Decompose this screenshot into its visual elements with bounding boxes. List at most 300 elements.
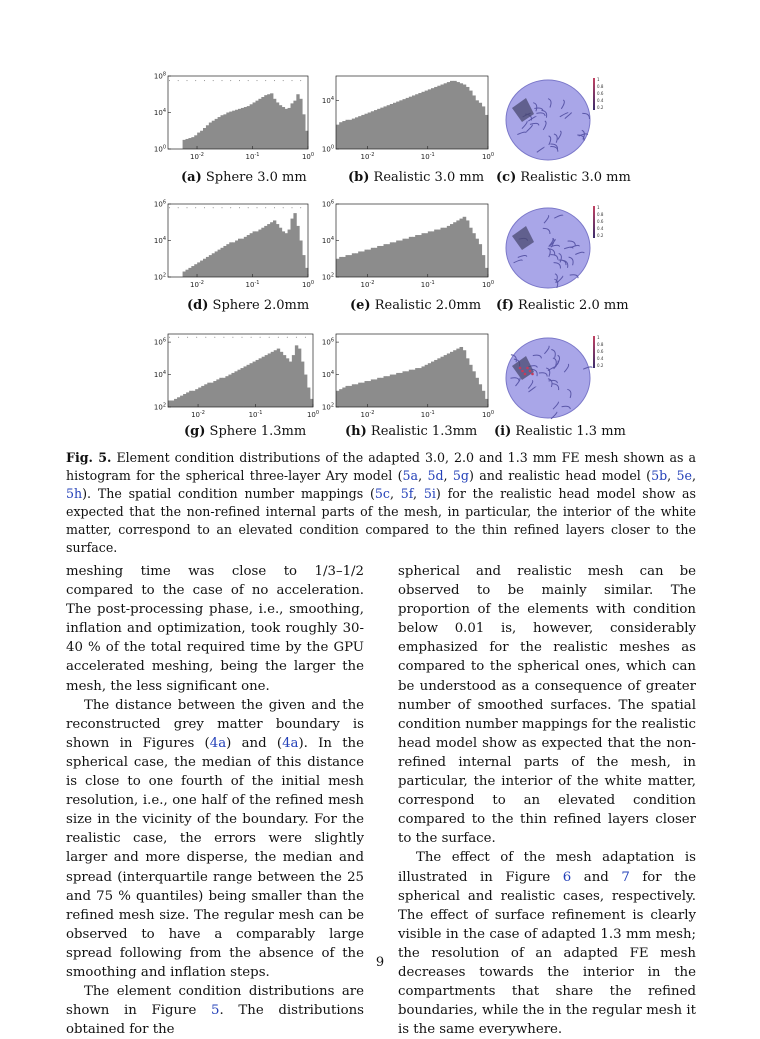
histogram-bar <box>377 109 381 149</box>
x-tick-exponent: -1 <box>257 410 263 416</box>
histogram-bar <box>180 396 183 407</box>
histogram-bar <box>339 122 343 149</box>
outlier-dot <box>195 80 196 81</box>
x-tick-exponent: -2 <box>369 152 375 158</box>
y-tick-exponent: 2 <box>162 402 166 409</box>
histogram-bar <box>428 231 432 277</box>
histogram-bar <box>282 231 285 277</box>
histogram-bar <box>342 257 346 277</box>
x-tick-label: $10^0$ <box>481 410 495 419</box>
x-tick-label: $10^{-2}$ <box>191 410 206 419</box>
x-tick-exponent: 0 <box>310 152 315 158</box>
histogram-bar <box>218 117 221 149</box>
histogram-bar <box>336 125 340 149</box>
ref-link[interactable]: 7 <box>621 869 630 885</box>
histogram-bar <box>198 388 201 407</box>
colorbar-label: 0.8 <box>597 342 604 347</box>
histogram-bar <box>349 255 353 277</box>
outlier-dot <box>169 337 170 338</box>
histogram-bar <box>197 133 200 149</box>
histogram-bar <box>390 375 394 407</box>
histogram-bar <box>355 253 359 277</box>
outlier-dot <box>178 80 179 81</box>
histogram-bar <box>292 355 295 407</box>
histogram-panel-h <box>315 328 495 423</box>
brain-mesh-svg <box>500 72 610 167</box>
histogram-bar <box>279 228 282 277</box>
ref-link[interactable]: 4a <box>282 735 299 751</box>
histogram-bar <box>390 242 394 277</box>
histogram-bar <box>223 114 226 149</box>
y-tick-label: $10^4$ <box>153 236 166 245</box>
histogram-bar <box>431 362 435 407</box>
ref-link[interactable]: 5h <box>66 486 83 501</box>
sublabel-c: (c) Realistic 3.0 mm <box>496 170 631 185</box>
histogram-bar <box>342 388 346 407</box>
elevated-condition-spot <box>531 373 534 376</box>
histogram-bar <box>422 233 426 277</box>
colorbar-label: 0.6 <box>597 91 604 96</box>
x-tick-label: $10^{-1}$ <box>248 410 263 419</box>
ref-link[interactable]: 5a <box>402 468 419 483</box>
histogram-bar <box>418 93 422 149</box>
histogram-bar <box>271 352 274 407</box>
histogram-bar <box>361 115 365 149</box>
histogram-bar <box>406 239 410 277</box>
y-tick-exponent: 2 <box>162 272 166 279</box>
histogram-bar <box>437 86 441 149</box>
y-tick-label: $10^4$ <box>153 370 166 380</box>
histogram-bar <box>201 386 204 407</box>
histogram-bar <box>247 235 250 277</box>
histogram-bar <box>412 95 416 149</box>
outlier-dot <box>257 80 258 81</box>
sublabel-d: (d) Sphere 2.0mm <box>187 298 310 313</box>
histogram-bar <box>396 241 400 278</box>
histogram-bar <box>235 241 238 278</box>
outlier-dot <box>242 337 243 338</box>
brain-mapping-panel-f <box>500 200 610 295</box>
sublabel-a: (a) Sphere 3.0 mm <box>181 170 307 185</box>
histogram-bar <box>171 401 174 407</box>
colorbar-label: 0.2 <box>597 233 604 238</box>
x-tick-exponent: -1 <box>429 410 435 416</box>
elevated-condition-spot <box>524 373 527 376</box>
histogram-bar <box>279 105 282 149</box>
histogram-panel-a <box>150 70 315 165</box>
histogram-svg <box>150 70 315 165</box>
outlier-dot <box>178 337 179 338</box>
histogram-bar <box>219 378 222 407</box>
y-tick-exponent: 4 <box>330 95 334 102</box>
histogram-bar <box>380 108 384 149</box>
histogram-bar <box>450 224 454 277</box>
brain-mapping-panel-i <box>500 330 610 425</box>
histogram-bar <box>393 103 397 149</box>
histogram-bar <box>444 83 448 149</box>
histogram-bar <box>256 360 259 407</box>
histogram-bar <box>346 120 350 149</box>
histogram-bar <box>418 235 422 277</box>
histogram-bar <box>393 375 397 407</box>
histogram-bar <box>200 131 203 149</box>
y-tick-label: $10^0$ <box>153 144 166 154</box>
histogram-bar <box>399 373 403 407</box>
y-tick-exponent: 6 <box>162 199 166 206</box>
histogram-bar <box>422 366 426 407</box>
x-tick-label: $10^0$ <box>306 410 320 419</box>
histogram-bar <box>371 111 375 149</box>
histogram-bar <box>283 355 286 407</box>
histogram-bar <box>221 248 224 277</box>
histogram-bar <box>463 350 467 407</box>
y-tick-label: $10^4$ <box>321 236 334 245</box>
outlier-dot <box>257 207 258 208</box>
x-tick-label: $10^{-1}$ <box>420 152 435 161</box>
histogram-bar <box>418 368 422 407</box>
histogram-bar <box>387 244 391 277</box>
histogram-bar <box>431 231 435 277</box>
histogram-bar <box>415 94 419 149</box>
histogram-bar <box>475 100 479 149</box>
histogram-bar <box>250 104 253 149</box>
histogram-bar <box>374 110 378 149</box>
histogram-bar <box>212 253 215 277</box>
histogram-bar <box>270 222 273 277</box>
histogram-bar <box>403 371 407 407</box>
outlier-dot <box>230 80 231 81</box>
histogram-bar <box>204 384 207 407</box>
histogram-bar <box>261 97 264 149</box>
y-tick-exponent: 0 <box>162 144 166 151</box>
histogram-bar <box>403 99 407 149</box>
outlier-dot <box>278 337 279 338</box>
x-tick-exponent: 0 <box>310 280 315 286</box>
histogram-bar <box>415 368 419 407</box>
histogram-bar <box>244 366 247 407</box>
histogram-bar <box>189 391 192 407</box>
colorbar-label: 0.8 <box>597 212 604 217</box>
histogram-bar <box>365 381 369 407</box>
histogram-bar <box>289 362 292 407</box>
histogram-bar <box>365 114 369 149</box>
histogram-bar <box>218 250 221 277</box>
histogram-bar <box>479 384 483 407</box>
histogram-bar <box>456 82 460 149</box>
histogram-bar <box>415 235 419 277</box>
x-tick-label: $10^{-2}$ <box>190 152 204 161</box>
histogram-bar <box>186 392 189 407</box>
x-tick-label: $10^{-1}$ <box>245 280 260 289</box>
histogram-bar <box>469 365 473 407</box>
histogram-bar <box>191 137 194 149</box>
outlier-dot <box>239 80 240 81</box>
histogram-bar <box>469 228 473 277</box>
histogram-bar <box>234 371 237 407</box>
elevated-condition-spot <box>529 370 532 373</box>
y-tick-exponent: 2 <box>330 402 334 409</box>
outlier-dot <box>213 207 214 208</box>
elevated-condition-spot <box>526 367 529 370</box>
elevated-condition-spot <box>519 367 522 370</box>
histogram-bar <box>276 102 279 149</box>
histogram-bar <box>247 106 250 149</box>
histogram-bar <box>215 119 218 149</box>
histogram-bar <box>339 389 343 407</box>
ref-link[interactable]: 5g <box>452 468 469 483</box>
outlier-dot <box>204 80 205 81</box>
histogram-bar <box>342 121 346 149</box>
histogram-bar <box>393 242 397 277</box>
ref-link[interactable]: 5 <box>211 1003 220 1019</box>
elevated-condition-spot <box>521 370 524 373</box>
histogram-bar <box>466 358 470 407</box>
histogram-bar <box>352 253 356 277</box>
x-tick-label: $10^{-2}$ <box>360 280 375 289</box>
histogram-bar <box>191 266 194 277</box>
histogram-bar <box>253 102 256 149</box>
y-tick-exponent: 4 <box>162 108 166 114</box>
histogram-bar <box>444 355 448 407</box>
histogram-bar <box>226 113 229 150</box>
histogram-bar <box>368 250 372 277</box>
histogram-bar <box>203 128 206 149</box>
outlier-dot <box>232 337 233 338</box>
caption-label: Fig. 5. <box>66 450 112 465</box>
histogram-bar <box>463 217 467 277</box>
histogram-bar <box>441 357 445 407</box>
histogram-bar <box>302 114 305 149</box>
histogram-bar <box>213 381 216 407</box>
histogram-bar <box>447 82 451 149</box>
histogram-bar <box>222 378 225 407</box>
outlier-dot <box>265 80 266 81</box>
histogram-bar <box>399 241 403 278</box>
x-tick-exponent: -1 <box>254 152 260 158</box>
outlier-dot <box>239 207 240 208</box>
histogram-bar <box>277 349 280 407</box>
histogram-svg <box>318 70 495 165</box>
histogram-bar <box>291 219 294 277</box>
ref-link[interactable]: 4a <box>209 735 227 751</box>
histogram-bar <box>374 248 378 277</box>
sublabel-i: (i) Realistic 1.3 mm <box>494 424 626 439</box>
histogram-bar <box>270 93 273 149</box>
histogram-bar <box>209 123 212 149</box>
histogram-panel-e <box>318 198 495 293</box>
histogram-bar <box>346 255 350 277</box>
histogram-bar <box>377 378 381 407</box>
ref-link[interactable]: 5d <box>427 468 444 483</box>
histogram-bar <box>307 388 310 407</box>
ref-link[interactable]: 5c <box>374 486 390 501</box>
histogram-bar <box>285 233 288 277</box>
histogram-bar <box>188 268 191 277</box>
histogram-bar <box>186 270 189 277</box>
outlier-dot <box>305 337 306 338</box>
y-tick-exponent: 6 <box>162 337 166 344</box>
x-tick-exponent: -2 <box>369 410 375 416</box>
histogram-bar <box>361 383 365 407</box>
ref-link[interactable]: 5i <box>423 486 436 501</box>
histogram-bar <box>288 108 291 149</box>
histogram-bar <box>177 397 180 407</box>
colorbar-label: 0.2 <box>597 363 604 368</box>
x-tick-label: $10^0$ <box>301 280 315 289</box>
histogram-bar <box>368 381 372 407</box>
x-tick-exponent: -2 <box>198 152 204 158</box>
paragraph: meshing time was close to 1/3–1/2 compared to the case of no acceleration. The post-processing phase, i.e., smoothing, inflation and optimization, took roughly 30-40 % of the total required time by the GPU accelerated meshing, being the larger the mesh, the less significant one. <box>66 564 364 694</box>
y-tick-label: $10^6$ <box>321 199 334 209</box>
histogram-bar <box>206 125 209 149</box>
histogram-bar <box>258 230 261 277</box>
histogram-bar <box>447 353 451 407</box>
colorbar-label: 0.8 <box>597 84 604 89</box>
x-tick-label: $10^{-1}$ <box>420 280 435 289</box>
colorbar-label: 0.6 <box>597 349 604 354</box>
outlier-dot <box>169 207 170 208</box>
y-tick-exponent: 4 <box>162 236 166 242</box>
histogram-bar <box>276 224 279 277</box>
x-tick-label: $10^{-1}$ <box>420 410 435 419</box>
histogram-bar <box>466 220 470 277</box>
histogram-bar <box>280 352 283 407</box>
histogram-bar <box>259 358 262 407</box>
histogram-bar <box>349 120 353 149</box>
histogram-bar <box>437 358 441 407</box>
y-tick-label: $10^2$ <box>321 402 334 412</box>
y-tick-exponent: 6 <box>330 337 334 344</box>
outlier-dot <box>196 337 197 338</box>
histogram-bar <box>286 358 289 407</box>
histogram-bar <box>295 345 298 407</box>
histogram-bar <box>288 230 291 277</box>
paragraph: spherical and realistic mesh can be observed to be mainly similar. The proportion of the elements with condition below 0.01 is, however, considerably emphasized for the realistic meshes as compared to the spherical ones, which can be understood as a consequence of greater number of smoothed surfaces. The spatial condition number mappings for the realistic head model show as expected that the non-refined internal parts of the mesh, in particular, the interior of the white matter, correspond to an elevated condition compared to the thin refined layers closer to the surface. <box>398 564 696 847</box>
outlier-dot <box>274 80 275 81</box>
histogram-bar <box>237 370 240 407</box>
paragraph: The distance between the given and the reconstructed grey matter boundary is shown in Figures (4a) and (4a). In the spherical case, the median of this distance is close to one fourth of the initial mesh resolution, i.e., one half of the refined mesh size in the vicinity of the boundary. For the realistic case, the errors were slightly larger and more disperse, the median and spread (interquartile range between the 25 and 75 % quantiles) being smaller than the refined mesh size. The regular mesh can be observed to have a comparably large spread following from the absence of the smoothing and inflation steps. <box>66 697 364 980</box>
x-tick-exponent: -2 <box>198 280 204 286</box>
histogram-bar <box>428 89 432 149</box>
sublabel-b: (b) Realistic 3.0 mm <box>348 170 485 185</box>
histogram-bar <box>453 350 457 407</box>
histogram-bar <box>273 99 276 149</box>
histogram-bar <box>247 365 250 407</box>
figure-caption: Fig. 5. Element condition distributions of the adapted 3.0, 2.0 and 1.3 mm FE mesh shown as a histogram for the spherical three-layer Ary model (5a, 5d, 5g) and realistic head model (5b, 5e, 5h). The spatial condition number mappings (5c, 5f, 5i) for the realistic head model show as expected that the non-refined internal parts of the mesh, in particular, the interior of the white matter, correspond to an elevated condition compared to the thin refined layers closer to the surface. <box>66 450 697 555</box>
histogram-bar <box>482 391 486 407</box>
histogram-bar <box>192 391 195 407</box>
y-tick-label: $10^8$ <box>153 71 166 81</box>
histogram-bar <box>409 370 413 407</box>
histogram-bar <box>479 103 483 149</box>
outlier-dot <box>187 80 188 81</box>
x-tick-exponent: -1 <box>429 280 435 286</box>
y-tick-label: $10^6$ <box>153 337 166 347</box>
histogram-bar <box>358 251 362 277</box>
histogram-bar <box>206 257 209 277</box>
histogram-bar <box>387 105 391 149</box>
histogram-bar <box>453 222 457 277</box>
histogram-bar <box>453 81 457 149</box>
histogram-bar <box>241 108 244 149</box>
histogram-bar <box>355 384 359 407</box>
outlier-dot <box>248 80 249 81</box>
ref-link[interactable]: 5e <box>676 468 692 483</box>
outlier-dot <box>300 80 301 81</box>
ref-link[interactable]: 5f <box>400 486 414 501</box>
histogram-bar <box>368 113 372 150</box>
outlier-dot <box>300 207 301 208</box>
y-tick-exponent: 4 <box>330 370 334 377</box>
histogram-bar <box>183 272 186 277</box>
y-tick-label: $10^4$ <box>153 108 166 117</box>
histogram-bar <box>460 83 464 149</box>
histogram-bar <box>396 373 400 407</box>
histogram-bar <box>291 103 294 149</box>
sublabel-h: (h) Realistic 1.3mm <box>345 424 478 439</box>
histogram-bar <box>460 347 464 407</box>
histogram-bar <box>267 94 270 149</box>
histogram-bar <box>434 230 438 277</box>
histogram-bar <box>349 386 353 407</box>
histogram-svg <box>315 328 495 423</box>
histogram-bar <box>409 237 413 277</box>
histogram-bar <box>469 91 473 149</box>
outlier-dot <box>204 207 205 208</box>
ref-link[interactable]: 5b <box>651 468 668 483</box>
histogram-bar <box>200 261 203 277</box>
histogram-bar <box>479 244 483 277</box>
histogram-bar <box>238 239 241 277</box>
histogram-bar <box>371 248 375 277</box>
histogram-bar <box>293 101 296 149</box>
sublabel-e: (e) Realistic 2.0mm <box>350 298 482 313</box>
histogram-bar <box>450 81 454 149</box>
outlier-dot <box>269 337 270 338</box>
histogram-bar <box>232 242 235 277</box>
histogram-bar <box>352 119 356 149</box>
histogram-bar <box>262 357 265 407</box>
histogram-bar <box>256 101 259 149</box>
histogram-bar <box>265 355 268 407</box>
histogram-bar <box>441 228 445 277</box>
outlier-dot <box>251 337 252 338</box>
histogram-bar <box>409 97 413 149</box>
histogram-bar <box>244 107 247 149</box>
colorbar-label: 0.2 <box>597 105 604 110</box>
histogram-bar <box>412 237 416 277</box>
histogram-bar <box>463 85 467 149</box>
histogram-bar <box>374 379 378 407</box>
histogram-bar <box>425 233 429 277</box>
x-tick-label: $10^0$ <box>481 152 495 161</box>
histogram-bar <box>472 233 476 277</box>
colorbar <box>593 206 595 238</box>
histogram-svg <box>150 328 320 423</box>
ref-link[interactable]: 6 <box>562 869 572 885</box>
histogram-bar <box>226 244 229 277</box>
histogram-bar <box>183 140 186 149</box>
histogram-bar <box>302 255 305 277</box>
histogram-bar <box>365 250 369 277</box>
histogram-bar <box>229 242 232 277</box>
histogram-bar <box>264 95 267 149</box>
histogram-bar <box>298 349 301 407</box>
x-tick-label: $10^0$ <box>301 152 315 161</box>
histogram-bar <box>396 102 400 149</box>
x-tick-label: $10^0$ <box>481 280 495 289</box>
histogram-bar <box>301 362 304 407</box>
